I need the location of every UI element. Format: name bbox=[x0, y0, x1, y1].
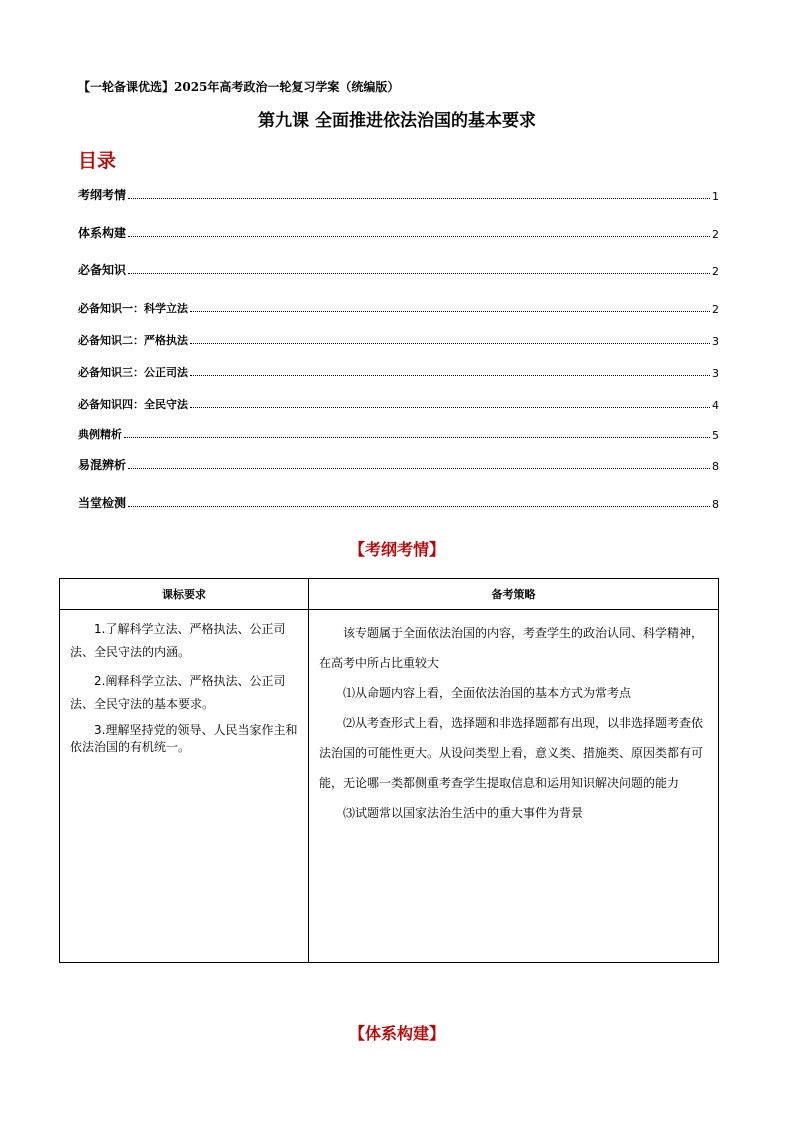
toc-item-tixi[interactable] bbox=[78, 225, 719, 241]
toc-page-number: 3 bbox=[712, 367, 719, 380]
toc-item-label: 体系构建 bbox=[78, 226, 127, 240]
toc-page-number: 8 bbox=[712, 460, 719, 473]
toc-item-dianli[interactable] bbox=[78, 426, 719, 442]
toc-item-label: 必备知识 bbox=[78, 263, 127, 277]
toc-heading: 目录 bbox=[78, 150, 117, 172]
toc-leader bbox=[190, 406, 710, 408]
toc-item-label: 考纲考情 bbox=[78, 188, 127, 202]
standards-cell bbox=[60, 610, 309, 963]
page-title: 第九课 全面推进依法治国的基本要求 bbox=[258, 111, 536, 131]
section-heading-kaogang: 【考纲考情】 bbox=[348, 540, 445, 559]
strategy-cell bbox=[309, 610, 719, 963]
toc-leader bbox=[190, 310, 710, 312]
strategy-paragraph: 该专题属于全面依法治国的内容，考查学生的政治认同、科学精神，在高考中所占比重较大 bbox=[319, 626, 704, 670]
toc-page-number: 4 bbox=[712, 399, 719, 412]
toc-page-number: 3 bbox=[712, 335, 719, 348]
toc-item-label: 当堂检测 bbox=[78, 496, 127, 510]
toc-item-bibei-1[interactable] bbox=[78, 300, 719, 316]
toc-leader bbox=[190, 342, 710, 344]
toc-page-number: 2 bbox=[712, 265, 719, 278]
toc-page-number: 8 bbox=[712, 498, 719, 511]
toc-leader bbox=[128, 467, 710, 469]
toc-leader bbox=[190, 374, 710, 376]
source-line: 【一轮备课优选】2025年高考政治一轮复习学案（统编版） bbox=[78, 80, 400, 94]
toc-leader bbox=[128, 505, 710, 507]
toc-item-bibei[interactable] bbox=[78, 262, 719, 278]
toc-item-dangtang[interactable] bbox=[78, 495, 719, 511]
toc-item-kaogang[interactable] bbox=[78, 187, 719, 203]
toc-item-bibei-3[interactable] bbox=[78, 364, 719, 380]
toc-page-number: 1 bbox=[712, 190, 719, 203]
standard-item: 3.理解坚持党的领导、人民当家作主和依法治国的有机统一。 bbox=[70, 723, 298, 754]
toc-item-yihun[interactable] bbox=[78, 457, 719, 473]
toc-leader bbox=[128, 272, 710, 274]
strategy-paragraph: ⑴从命题内容上看，全面依法治国的基本方式为常考点 bbox=[343, 686, 632, 700]
toc-item-bibei-4[interactable] bbox=[78, 396, 719, 412]
toc-item-label: 必备知识四：全民守法 bbox=[78, 398, 188, 411]
toc-item-label: 必备知识二：严格执法 bbox=[78, 334, 188, 347]
strategy-paragraph: ⑵从考查形式上看，选择题和非选择题都有出现，以非选择题考查依法治国的可能性更大。从设问类型上看，意义类、措施类、原因类都有可能，无论哪一类都侧重考查学生提取信息和运用知识解决问题的能力 bbox=[319, 716, 704, 790]
toc-item-label: 必备知识一：科学立法 bbox=[78, 302, 188, 315]
toc-leader bbox=[128, 197, 710, 199]
standard-item: 1.了解科学立法、严格执法、公正司法、全民守法的内涵。 bbox=[70, 622, 286, 659]
requirements-table bbox=[59, 578, 719, 963]
toc-page-number: 2 bbox=[712, 228, 719, 241]
column-header-strategy: 备考策略 bbox=[309, 579, 719, 610]
column-header-standards: 课标要求 bbox=[60, 579, 309, 610]
toc-leader bbox=[124, 436, 710, 438]
toc-page-number: 2 bbox=[712, 303, 719, 316]
strategy-paragraph: ⑶试题常以国家法治生活中的重大事件为背景 bbox=[343, 806, 584, 820]
standard-item: 2.阐释科学立法、严格执法、公正司法、全民守法的基本要求。 bbox=[70, 674, 286, 711]
toc-leader bbox=[128, 235, 710, 237]
section-heading-tixi: 【体系构建】 bbox=[348, 1024, 445, 1043]
toc-item-label: 典例精析 bbox=[78, 428, 122, 441]
toc-item-label: 易混辨析 bbox=[78, 458, 127, 472]
table-header-row bbox=[60, 579, 719, 610]
toc-item-bibei-2[interactable] bbox=[78, 332, 719, 348]
toc-item-label: 必备知识三：公正司法 bbox=[78, 366, 188, 379]
table-row bbox=[60, 610, 719, 963]
toc-page-number: 5 bbox=[712, 429, 719, 442]
